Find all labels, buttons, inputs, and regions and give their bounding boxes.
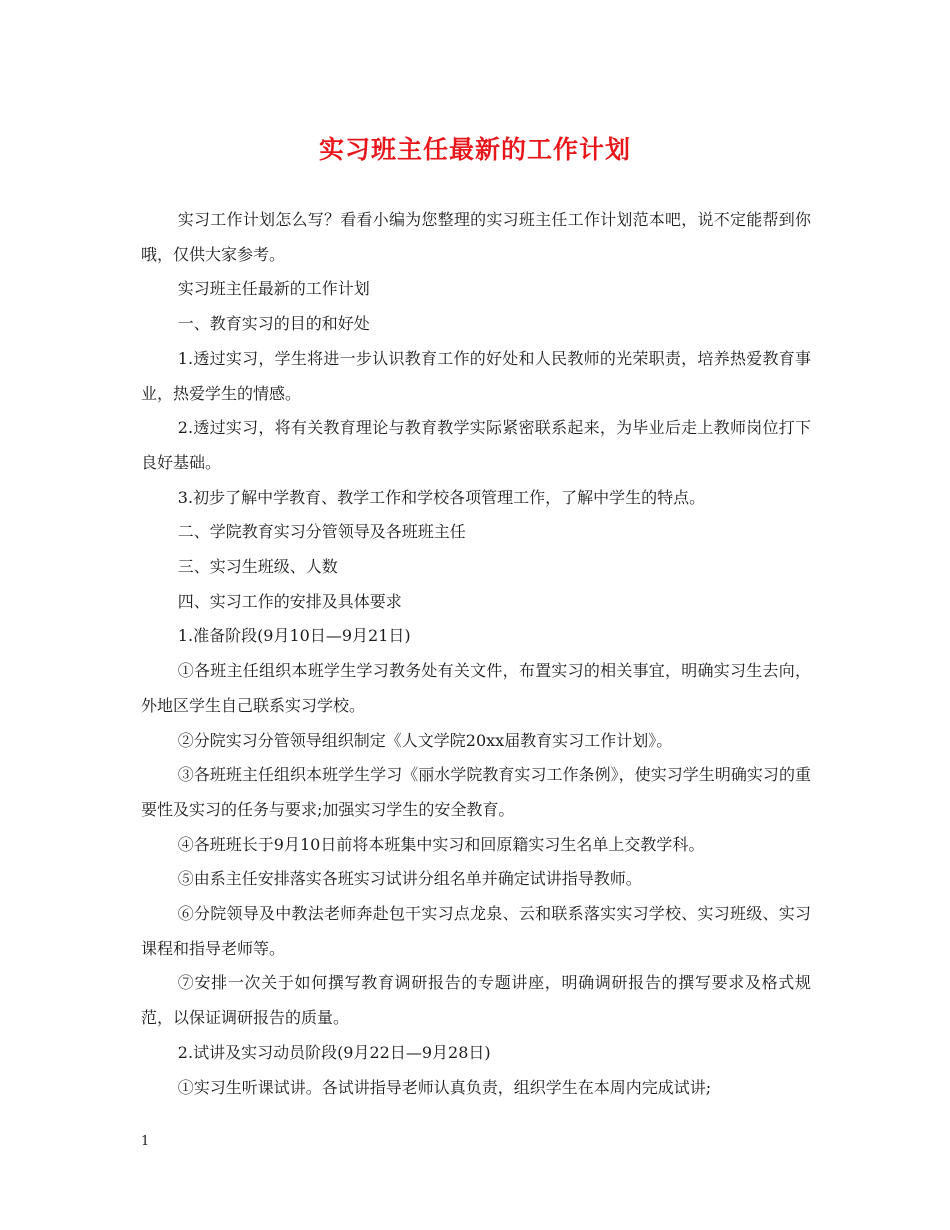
paragraph: ②分院实习分管领导组织制定《人文学院20xx届教育实习工作计划》。 <box>177 730 673 750</box>
paragraph: 实习班主任最新的工作计划 <box>177 279 370 299</box>
section-heading: 四、实习工作的安排及具体要求 <box>177 591 402 611</box>
paragraph: 3.初步了解中学教育、教学工作和学校各项管理工作，了解中学生的特点。 <box>177 487 706 507</box>
paragraph: ①实习生听课试讲。各试讲指导老师认真负责，组织学生在本周内完成试讲; <box>177 1077 712 1097</box>
document-body <box>141 203 811 1105</box>
paragraph: ⑥分院领导及中教法老师奔赴包干实习点龙泉、云和联系落实实习学校、实习班级、实习课程和指导老师等。 <box>141 904 811 958</box>
paragraph: ③各班班主任组织本班学生学习《丽水学院教育实习工作条例》，使实习学生明确实习的重要性及实习的任务与要求;加强实习学生的安全教育。 <box>141 765 811 819</box>
section-heading: 三、实习生班级、人数 <box>177 557 338 577</box>
document-title: 实习班主任最新的工作计划 <box>318 135 631 164</box>
section-heading: 一、教育实习的目的和好处 <box>177 314 370 334</box>
paragraph: 1.透过实习，学生将进一步认识教育工作的好处和人民教师的光荣职责，培养热爱教育事业，热爱学生的情感。 <box>141 348 811 403</box>
paragraph: ⑤由系主任安排落实各班实习试讲分组名单并确定试讲指导教师。 <box>177 869 642 889</box>
page-number: 1 <box>141 1134 150 1149</box>
paragraph: ①各班主任组织本班学生学习教务处有关文件，布置实习的相关事宜，明确实习生去向，外地区学生自己联系实习学校。 <box>141 661 811 715</box>
paragraph: 实习工作计划怎么写？看看小编为您整理的实习班主任工作计划范本吧，说不定能帮到你哦，仅供大家参考。 <box>141 210 811 264</box>
paragraph: 2.透过实习，将有关教育理论与教育教学实际紧密联系起来，为毕业后走上教师岗位打下良好基础。 <box>141 418 811 472</box>
section-heading: 二、学院教育实习分管领导及各班班主任 <box>177 522 466 542</box>
paragraph: 1.准备阶段(9月10日—9月21日) <box>177 626 411 646</box>
paragraph: ④各班班长于9月10日前将本班集中实习和回原籍实习生名单上交教学科。 <box>177 834 705 854</box>
paragraph: ⑦安排一次关于如何撰写教育调研报告的专题讲座，明确调研报告的撰写要求及格式规范，以保证调研报告的质量。 <box>141 973 811 1028</box>
paragraph: 2.试讲及实习动员阶段(9月22日—9月28日) <box>177 1042 491 1062</box>
